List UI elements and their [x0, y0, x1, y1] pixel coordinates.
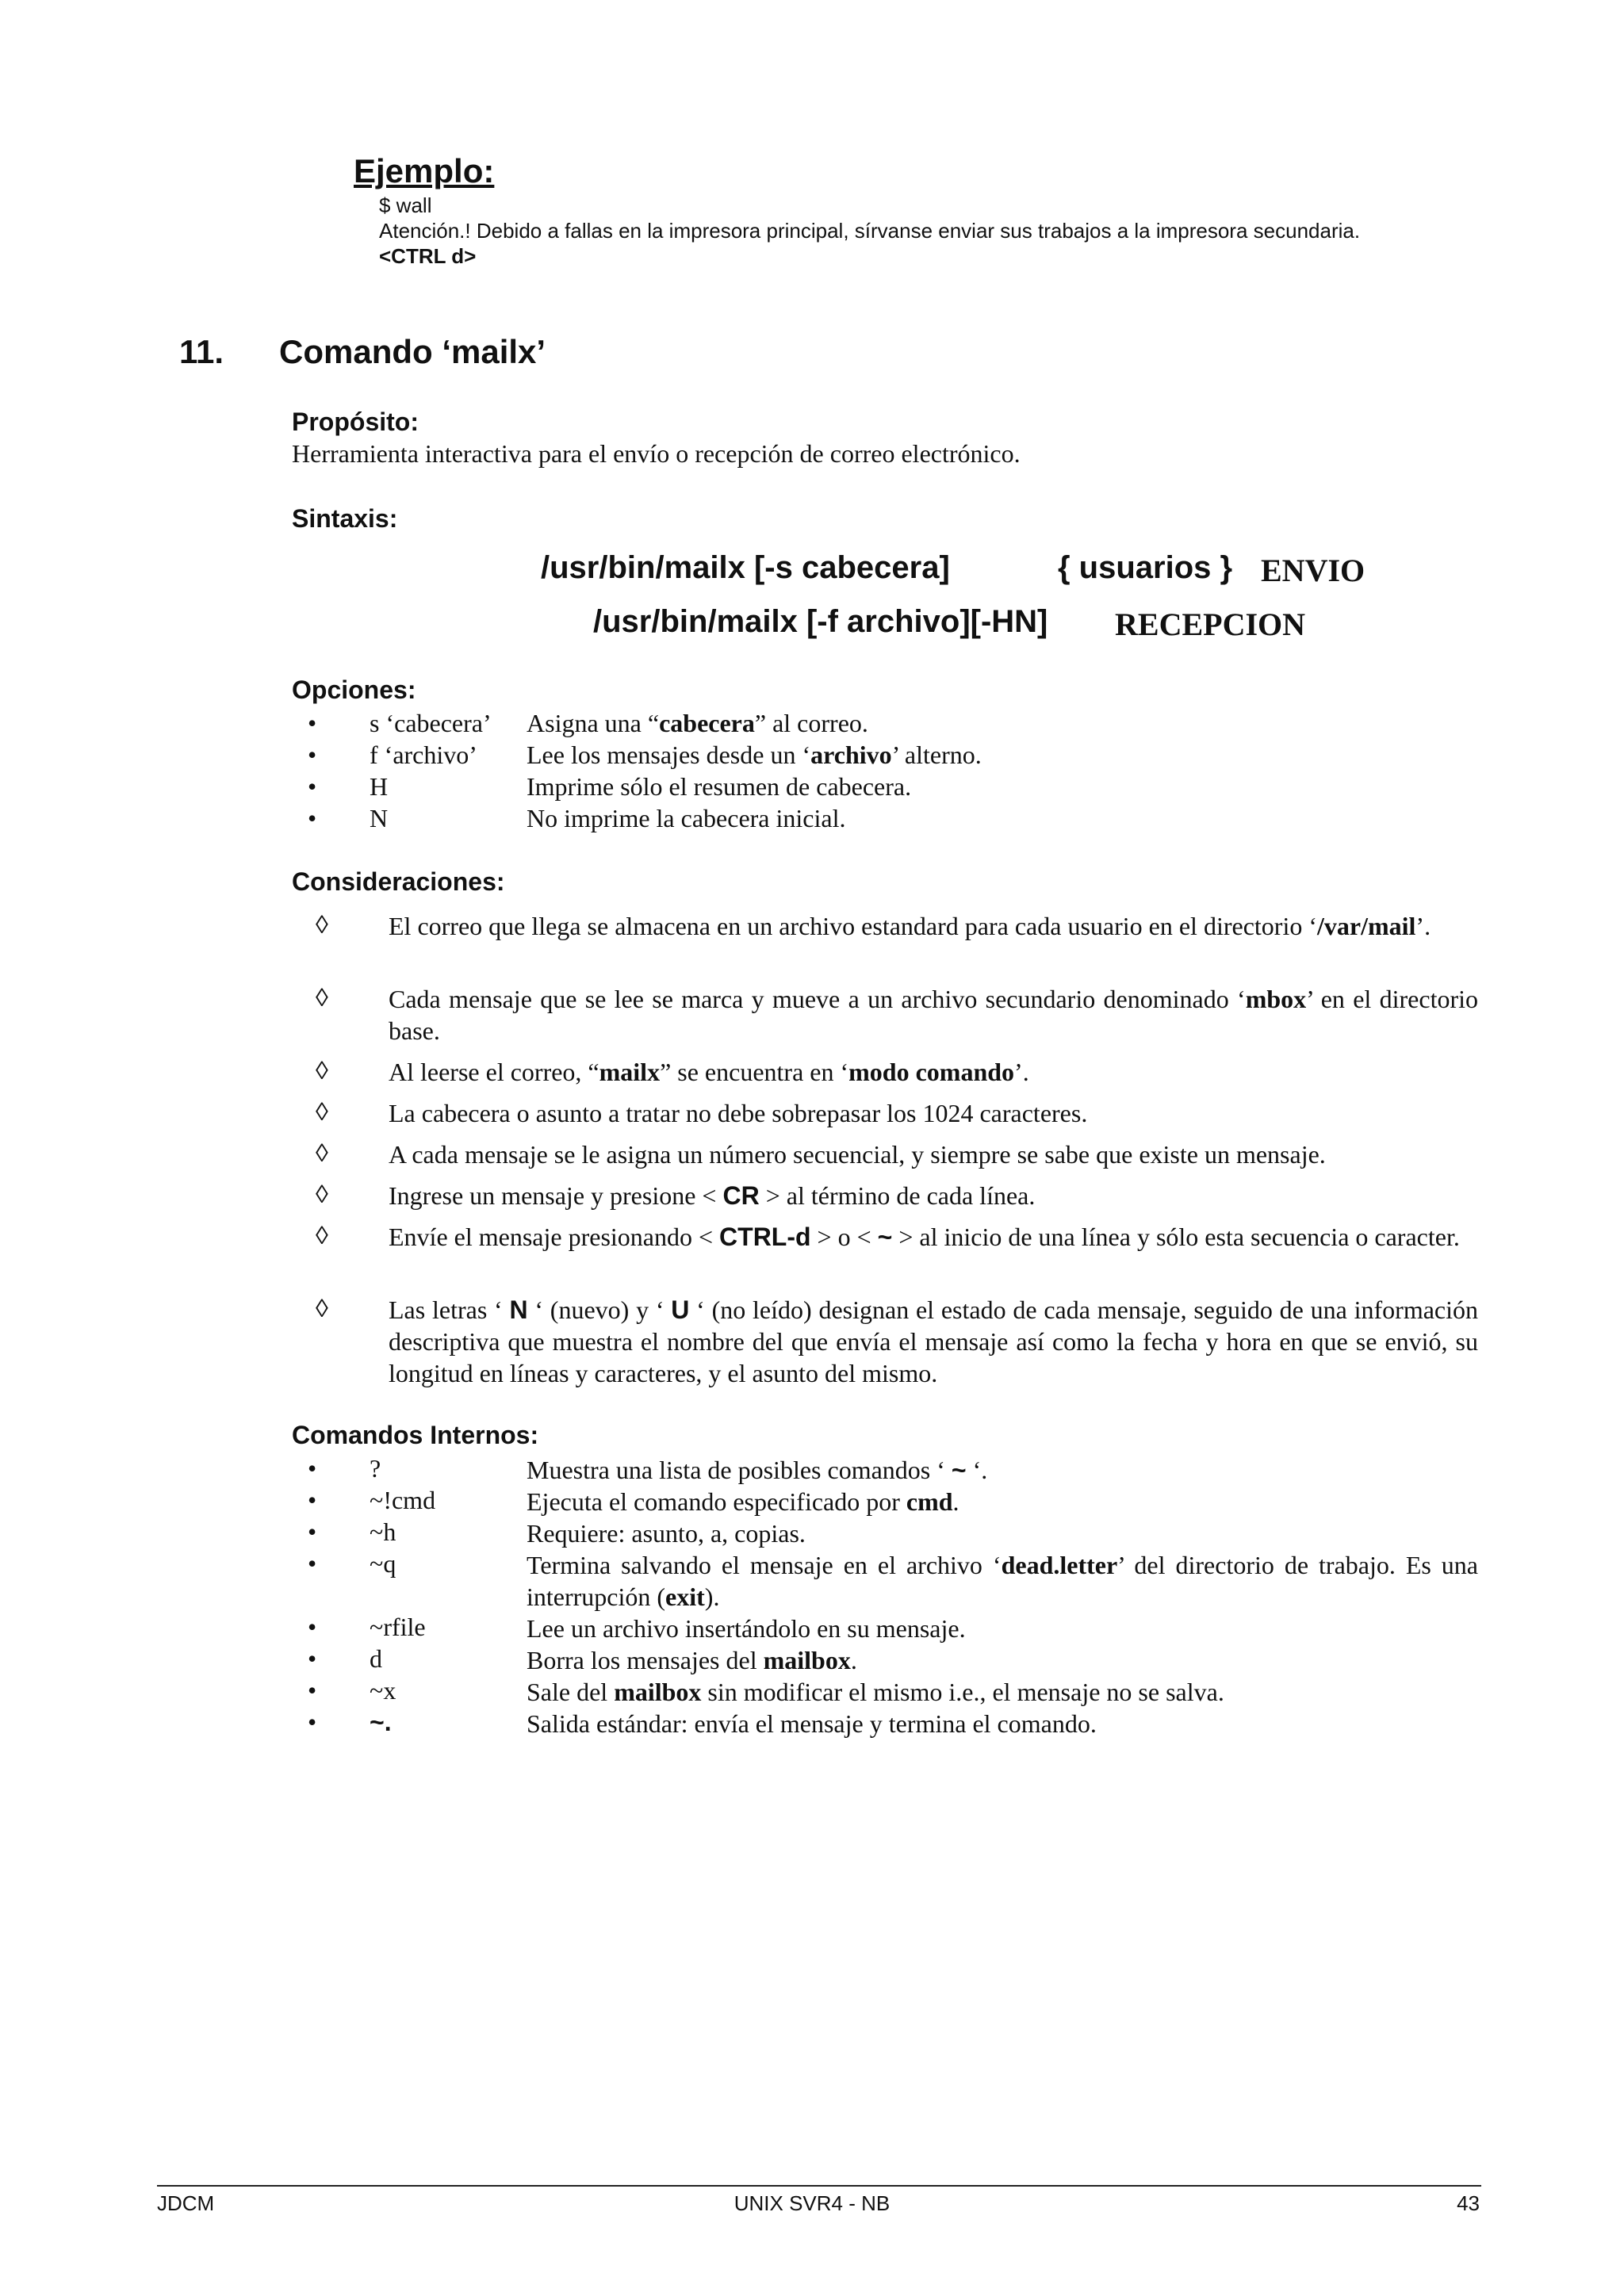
command-name: d [370, 1644, 382, 1673]
page-number: 43 [1457, 2191, 1480, 2215]
footer-title: UNIX SVR4 - NB [733, 2191, 891, 2215]
bullet: • [308, 1644, 317, 1673]
bullet: • [308, 740, 317, 769]
command-name: ~q [370, 1549, 396, 1578]
consideration-text: A cada mensaje se le asigna un número secuencial, y siempre se sabe que existe un mensaje. [389, 1140, 1326, 1169]
purpose-heading: Propósito: [292, 408, 419, 436]
bullet: • [308, 1549, 317, 1578]
command-item [0, 1517, 1624, 1549]
considerations-heading: Consideraciones: [292, 867, 505, 896]
consideration-text: Las letras ‘ N ‘ (nuevo) y ‘ U ‘ (no leído) designan el estado de cada mensaje, seguido de una información descriptiva que muestra el nombre del que envía el mensaje así como la fecha y hora en que se envió, su longitud en líneas y caracteres, y el asunto del mismo. [389, 1295, 1479, 1387]
option-description: Lee los mensajes desde un ‘archivo’ alterno. [527, 740, 982, 769]
diamond-icon: ◊ [316, 1221, 328, 1249]
option-flag: s ‘cabecera’ [370, 709, 492, 737]
command-description: Borra los mensajes del mailbox. [527, 1646, 857, 1674]
bullet: • [308, 804, 317, 832]
syntax-send-command: /usr/bin/mailx [-s cabecera] [541, 550, 950, 585]
option-description: Asigna una “cabecera” al correo. [527, 709, 868, 737]
option-item [0, 772, 1624, 804]
diamond-icon: ◊ [316, 1056, 328, 1085]
internal-commands-heading: Comandos Internos: [292, 1421, 539, 1449]
example-message: Atención.! Debido a fallas en la impresora principal, sírvanse enviar sus trabajos a la impresora secundaria. [379, 219, 1361, 243]
command-description: Muestra una lista de posibles comandos ‘ ~ ‘. [527, 1456, 988, 1484]
command-item [0, 1708, 1624, 1739]
option-item [0, 740, 1624, 772]
syntax-heading: Sintaxis: [292, 504, 398, 533]
command-name: ? [370, 1454, 381, 1483]
diamond-icon: ◊ [316, 1294, 328, 1322]
command-description: Sale del mailbox sin modificar el mismo i.e., el mensaje no se salva. [527, 1678, 1224, 1706]
purpose-text: Herramienta interactiva para el envío o recepción de correo electrónico. [292, 439, 1021, 468]
option-item [0, 804, 1624, 836]
consideration-text: La cabecera o asunto a tratar no debe sobrepasar los 1024 caracteres. [389, 1099, 1088, 1127]
section-number: 11. [179, 333, 224, 370]
command-description: Salida estándar: envía el mensaje y termina el comando. [527, 1709, 1097, 1738]
diamond-icon: ◊ [316, 1180, 328, 1208]
bullet: • [308, 772, 317, 801]
syntax-receive-label: RECEPCION [1115, 607, 1306, 642]
footer-author: JDCM [157, 2191, 215, 2215]
option-flag: f ‘archivo’ [370, 740, 477, 769]
diamond-icon: ◊ [316, 983, 328, 1012]
example-title: Ejemplo: [354, 152, 495, 189]
bullet: • [308, 709, 317, 737]
consideration-text: Cada mensaje que se lee se marca y mueve a un archivo secundario denominado ‘mbox’ en el directorio base. [389, 985, 1479, 1045]
option-item [0, 709, 1624, 740]
consideration-text: Al leerse el correo, “mailx” se encuentra en ‘modo comando’. [389, 1058, 1029, 1086]
example-command: $ wall [379, 193, 432, 217]
command-name: ~. [370, 1708, 392, 1736]
diamond-icon: ◊ [316, 910, 328, 939]
option-description: No imprime la cabecera inicial. [527, 804, 846, 832]
consideration-text: El correo que llega se almacena en un archivo estandard para cada usuario en el directorio ‘/var/mail’. [389, 912, 1431, 940]
bullet: • [308, 1708, 317, 1736]
bullet: • [308, 1454, 317, 1483]
option-flag: N [370, 804, 389, 832]
diamond-icon: ◊ [316, 1138, 328, 1167]
command-item [0, 1676, 1624, 1708]
example-keystroke: <CTRL d> [379, 244, 477, 268]
section-title: Comando ‘mailx’ [279, 333, 546, 370]
command-name: ~h [370, 1517, 396, 1546]
options-heading: Opciones: [292, 675, 416, 704]
footer-rule [157, 2185, 1481, 2187]
bullet: • [308, 1517, 317, 1546]
command-description: Requiere: asunto, a, copias. [527, 1519, 806, 1548]
bullet: • [308, 1676, 317, 1705]
syntax-send-args: { usuarios } [1058, 550, 1233, 585]
syntax-send-label: ENVIO [1261, 553, 1365, 588]
bullet: • [308, 1613, 317, 1641]
command-name: ~!cmd [370, 1486, 436, 1514]
command-name: ~x [370, 1676, 396, 1705]
option-description: Imprime sólo el resumen de cabecera. [527, 772, 912, 801]
consideration-text: Envíe el mensaje presionando < CTRL-d > o < ~ > al inicio de una línea y sólo esta secuencia o caracter. [389, 1223, 1460, 1251]
command-item [0, 1549, 1624, 1611]
command-item [0, 1613, 1624, 1644]
consideration-text: Ingrese un mensaje y presione < CR > al término de cada línea. [389, 1181, 1036, 1210]
bullet: • [308, 1486, 317, 1514]
command-item [0, 1486, 1624, 1517]
command-item [0, 1644, 1624, 1676]
command-description: Termina salvando el mensaje en el archivo ‘dead.letter’ del directorio de trabajo. Es una interrupción (exit). [527, 1551, 1479, 1611]
command-description: Lee un archivo insertándolo en su mensaje. [527, 1614, 966, 1643]
command-description: Ejecuta el comando especificado por cmd. [527, 1487, 959, 1516]
syntax-receive-command: /usr/bin/mailx [-f archivo][-HN] [593, 604, 1048, 639]
command-name: ~rfile [370, 1613, 426, 1641]
option-flag: H [370, 772, 389, 801]
command-item [0, 1454, 1624, 1486]
diamond-icon: ◊ [316, 1097, 328, 1126]
